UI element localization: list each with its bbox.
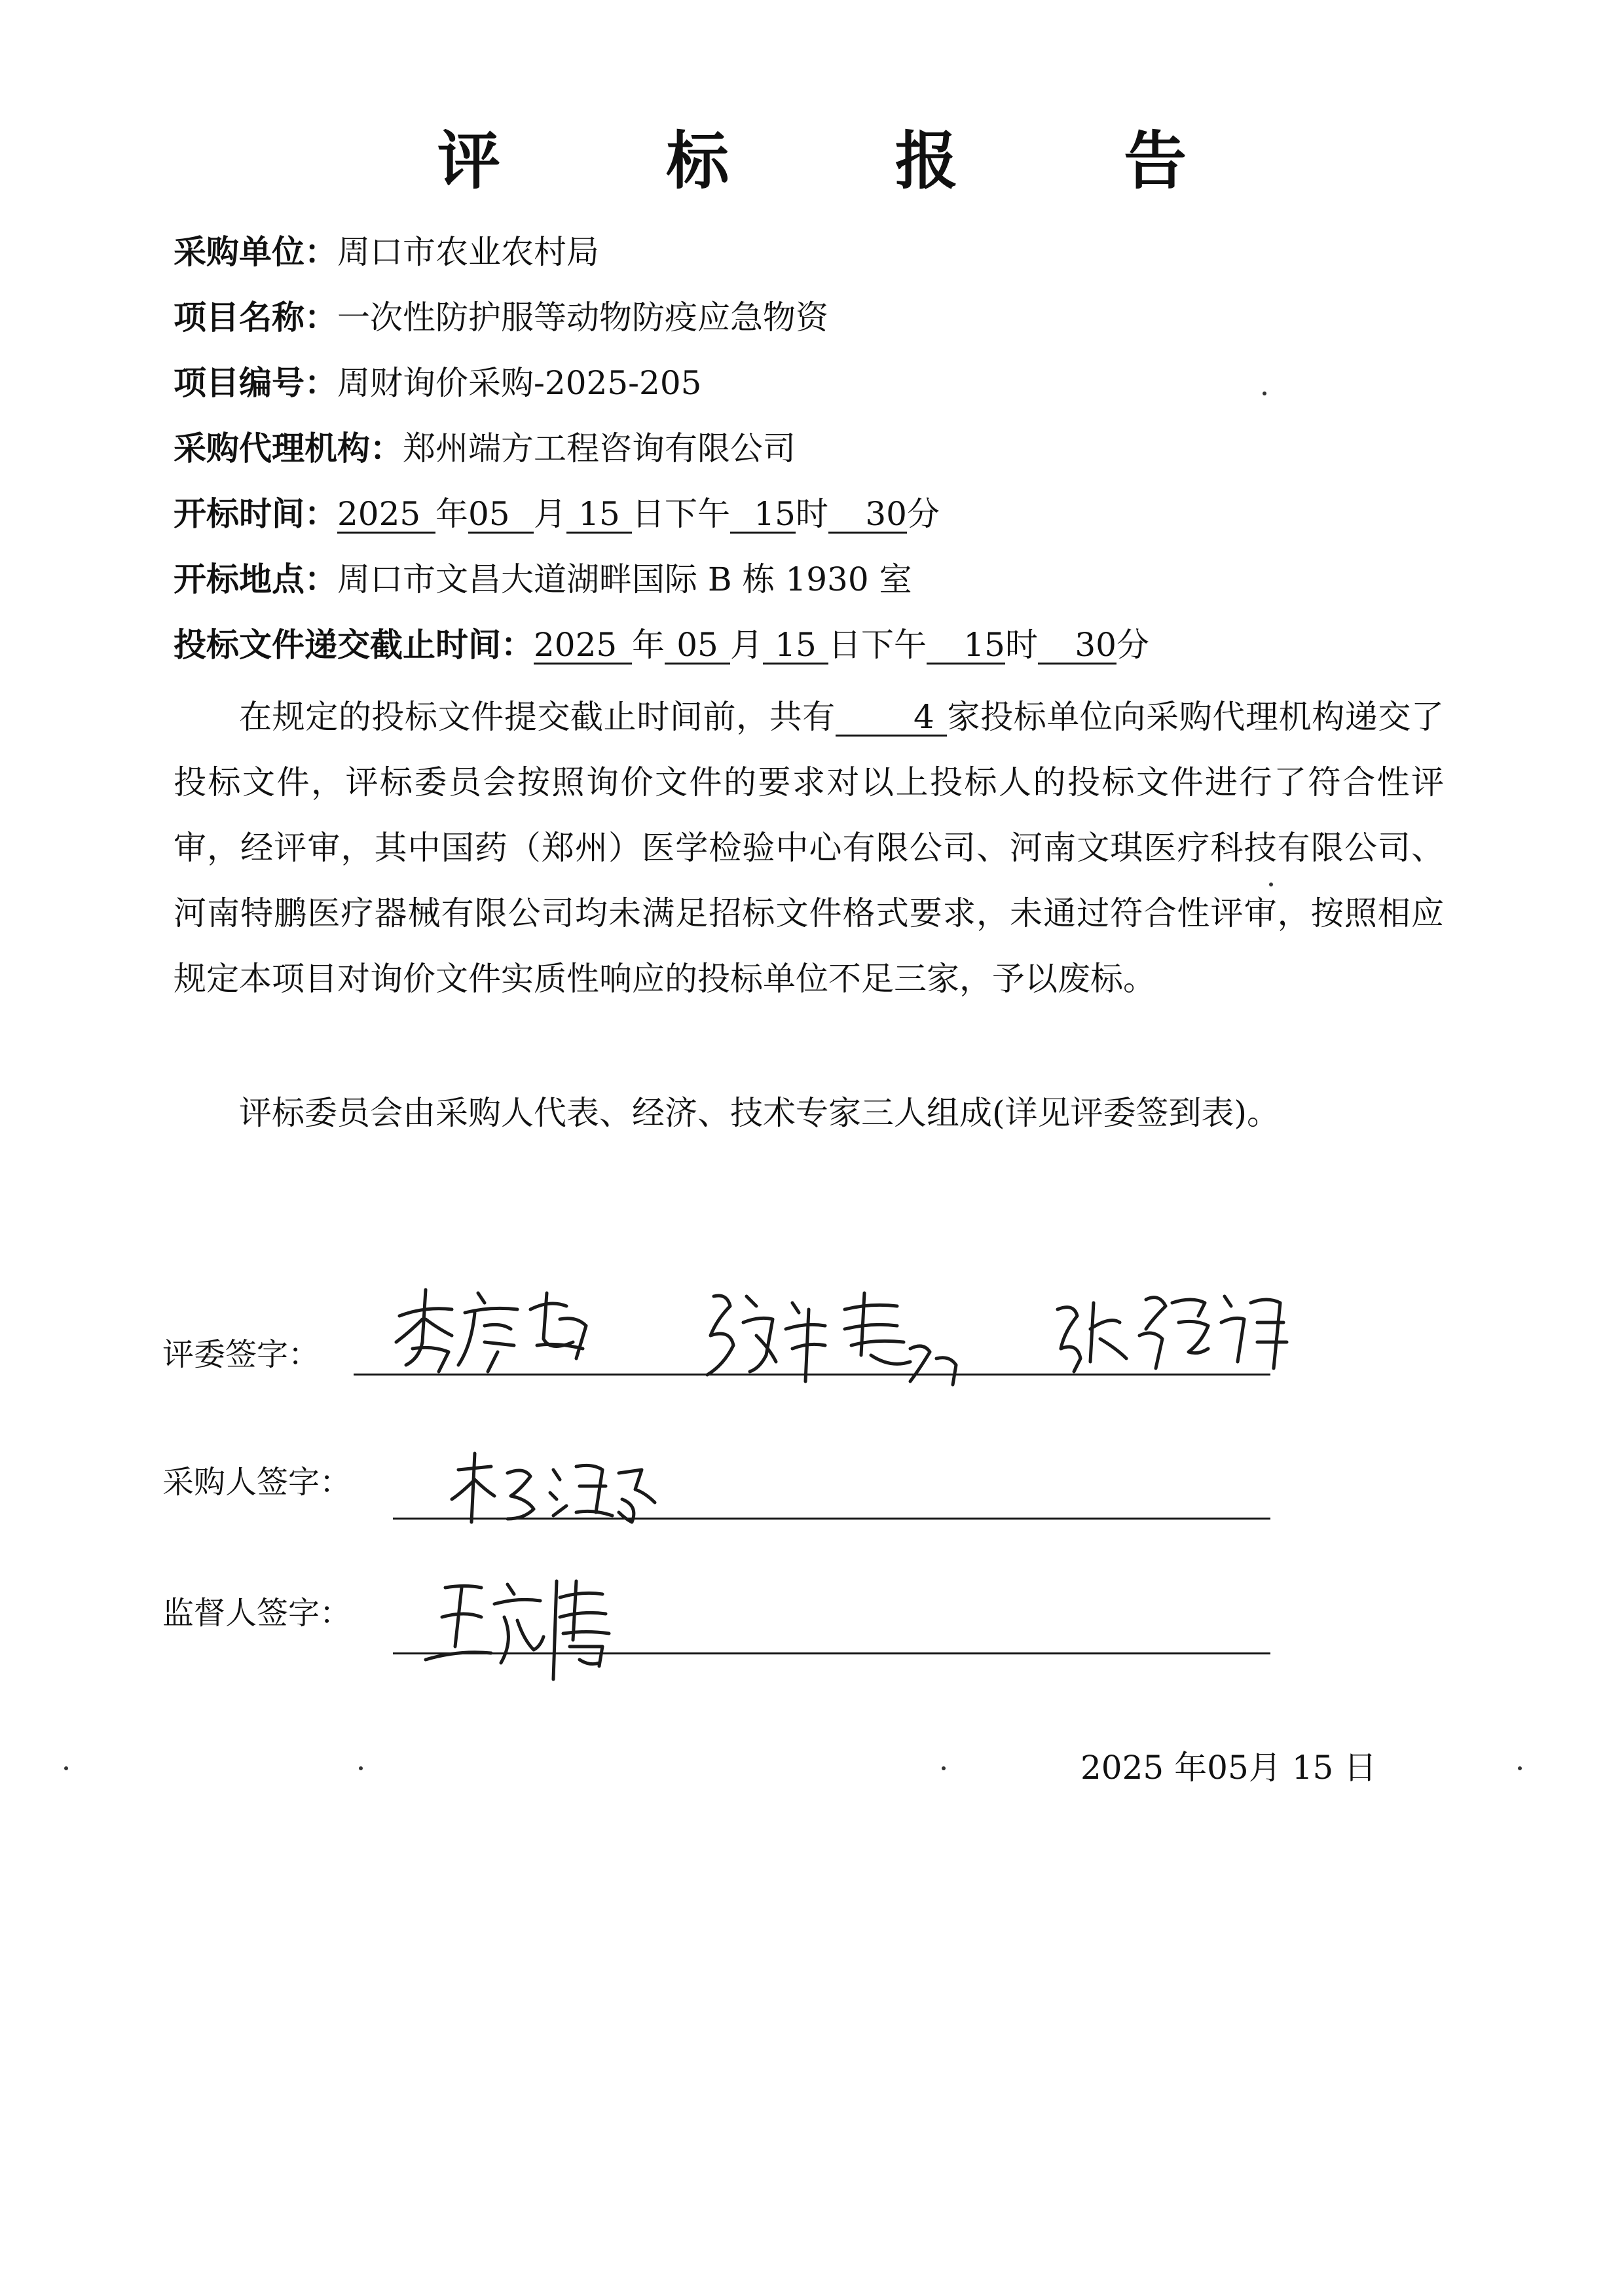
date-day: 15: [1291, 1749, 1334, 1787]
scan-speck: [1518, 1766, 1522, 1770]
date-month-unit: 月: [1248, 1749, 1282, 1787]
field-project-name: [174, 298, 828, 337]
supervisor-signature: [419, 1568, 629, 1686]
open-time-month: 05: [468, 496, 534, 534]
open-place-label: 开标地点：: [174, 560, 337, 598]
scan-speck: [1269, 883, 1273, 886]
deadline-minute-unit: 分: [1116, 626, 1149, 664]
deadline-hour: 15: [927, 627, 1005, 665]
deadline-month-unit: 月: [730, 626, 763, 664]
open-time-day: 15: [566, 496, 632, 534]
bidder-count: 4: [836, 699, 947, 737]
deadline-minute: 30: [1038, 627, 1116, 665]
date-day-unit: 日: [1344, 1749, 1377, 1787]
deadline-label: 投标文件递交截止时间：: [174, 625, 534, 664]
date-year-unit: 年: [1174, 1749, 1208, 1787]
scan-speck: [64, 1766, 68, 1770]
deadline-hour-unit: 时: [1005, 626, 1038, 664]
page-title: 评 标 报 告: [437, 124, 1259, 198]
open-time-minute-unit: 分: [907, 495, 940, 533]
project-no-label: 项目编号：: [174, 363, 337, 402]
field-agency: [174, 429, 796, 468]
date-month: 05: [1207, 1749, 1249, 1787]
paragraph1-before: 在规定的投标文件提交截止时间前，共有: [239, 698, 836, 736]
scan-speck: [1263, 392, 1266, 395]
agency-value: 郑州端方工程咨询有限公司: [403, 429, 796, 467]
committee-signature-label: 评委签字：: [162, 1336, 320, 1373]
open-time-day-unit: 日下午: [632, 495, 730, 533]
open-time-year: 2025: [337, 496, 435, 534]
project-name-label: 项目名称：: [174, 298, 337, 337]
body-paragraph-1: [174, 684, 1444, 1011]
committee-signature-2: [694, 1283, 995, 1394]
deadline-month: 05: [665, 627, 730, 665]
field-purchaser: [174, 232, 599, 272]
open-time-hour: 15: [730, 496, 796, 534]
purchaser-label: 采购单位：: [174, 232, 337, 271]
open-place-value: 周口市文昌大道湖畔国际 B 栋 1930 室: [337, 560, 912, 598]
report-date: [1080, 1741, 1376, 1789]
open-time-hour-unit: 时: [796, 495, 828, 533]
project-name-value: 一次性防护服等动物防疫应急物资: [337, 299, 828, 337]
project-no-value: 周财询价采购-2025-205: [337, 364, 702, 402]
purchaser-signature-label: 采购人签字：: [162, 1464, 352, 1501]
field-open-time: [174, 494, 940, 534]
paragraph1-after: 家投标单位向采购代理机构递交了投标文件，评标委员会按照询价文件的要求对以上投标人的投标文件进行了符合性评审，经评审，其中国药（郑州）医学检验中心有限公司、河南文琪医疗科技有限公司、河南特鹏医疗器械有限公司均未满足招标文件格式要求，未通过符合性评审，按照相应规定本项目对询价文件实质性响应的投标单位不足三家，予以废标。: [174, 698, 1445, 998]
field-project-no: [174, 363, 701, 403]
open-time-minute: 30: [828, 496, 907, 534]
field-deadline: [174, 625, 1149, 665]
open-time-label: 开标时间：: [174, 494, 337, 533]
committee-signature-3: [1048, 1277, 1310, 1388]
scan-speck: [942, 1766, 946, 1770]
date-year: 2025: [1080, 1749, 1164, 1787]
purchaser-signature: [445, 1440, 668, 1532]
agency-label: 采购代理机构：: [174, 429, 403, 467]
body-paragraph-2: 评标委员会由采购人代表、经济、技术专家三人组成(详见评委签到表)。: [239, 1094, 1280, 1132]
deadline-day-unit: 日下午: [828, 626, 927, 664]
committee-signature-1: [386, 1280, 602, 1378]
purchaser-value: 周口市农业农村局: [337, 233, 599, 271]
supervisor-signature-label: 监督人签字：: [162, 1595, 352, 1631]
deadline-year-unit: 年: [632, 626, 665, 664]
field-open-place: [174, 560, 912, 599]
deadline-day: 15: [763, 627, 828, 665]
open-time-year-unit: 年: [435, 495, 468, 533]
open-time-month-unit: 月: [534, 495, 566, 533]
deadline-year: 2025: [534, 627, 632, 665]
scan-speck: [359, 1766, 363, 1770]
